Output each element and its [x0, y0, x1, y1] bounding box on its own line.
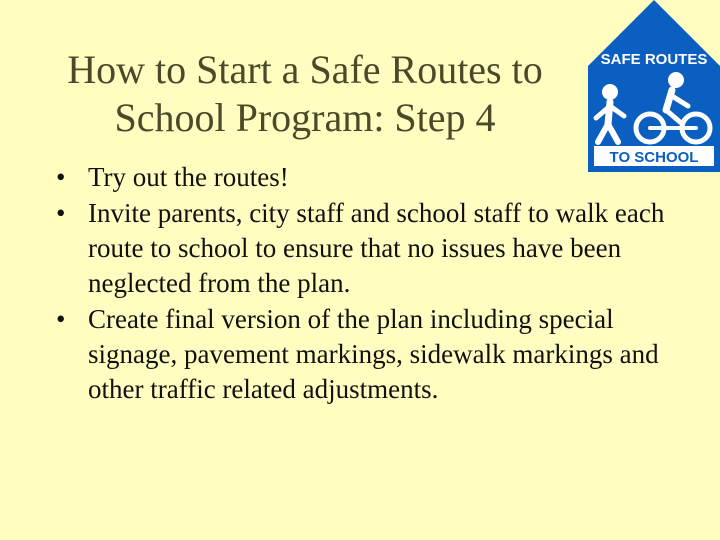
logo-bottom-text: TO SCHOOL [609, 149, 699, 166]
slide-title-line-1: How to Start a Safe Routes to [67, 47, 543, 92]
bullet-text: Try out the routes! [88, 162, 289, 192]
bullet-marker: • [56, 304, 66, 334]
bullet-text: Create final version of the plan including special signage, pavement markings, sidewalk markings and other traffic related adjustments. [88, 304, 659, 404]
bullet-marker: • [56, 198, 66, 228]
bullet-list [52, 160, 672, 408]
logo-top-text: SAFE ROUTES [600, 51, 708, 68]
bullet-marker: • [56, 162, 66, 192]
bullet-item [52, 196, 672, 301]
bullet-text: Invite parents, city staff and school staff to walk each route to school to ensure that no issues have been neglected from the plan. [88, 198, 665, 298]
slide-title [20, 46, 590, 142]
safe-routes-to-school-logo [588, 0, 720, 172]
bullet-item [52, 302, 672, 407]
bullet-item [52, 160, 672, 195]
slide-title-line-2: School Program: Step 4 [114, 95, 496, 140]
